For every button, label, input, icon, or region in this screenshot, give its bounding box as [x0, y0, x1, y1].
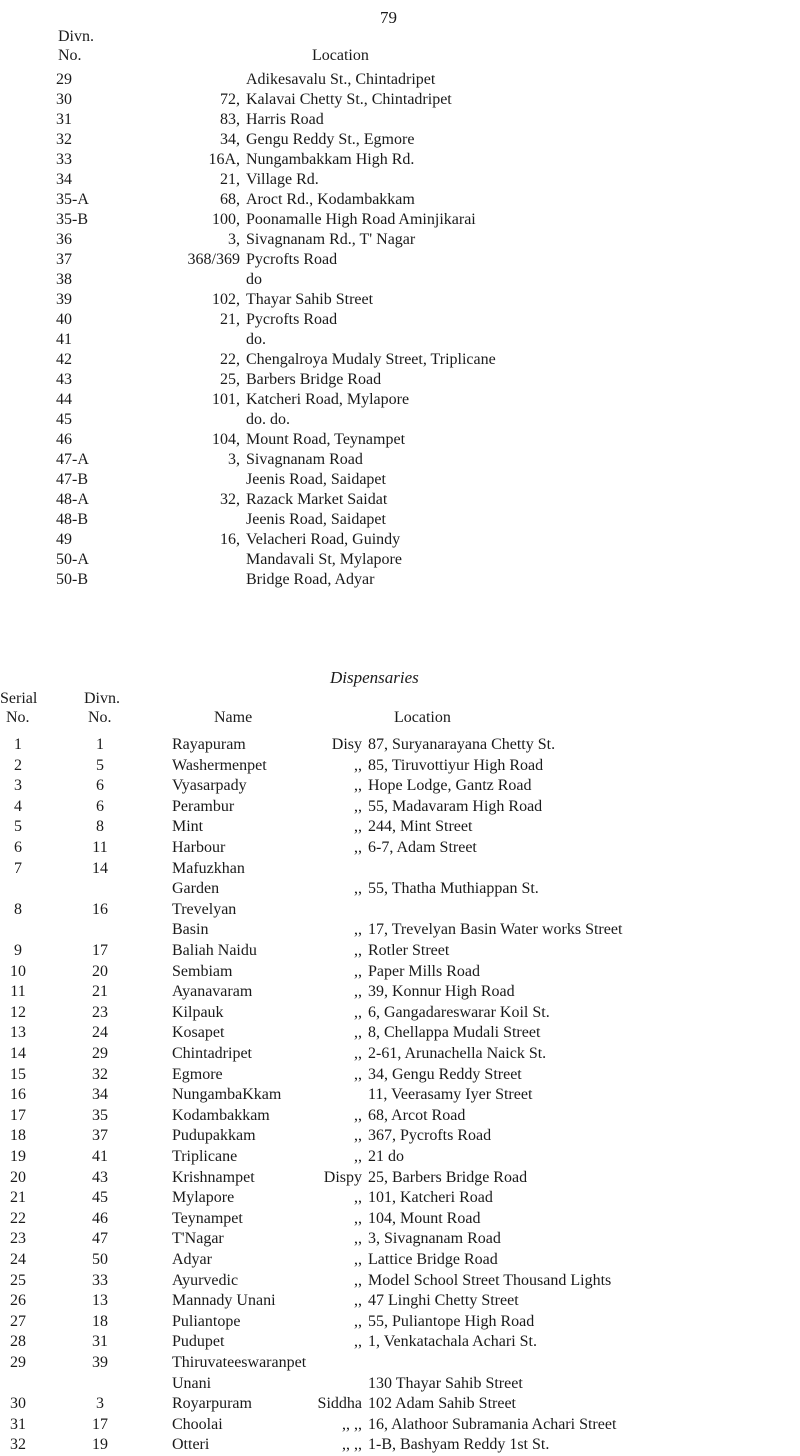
divn-cell: 43: [92, 1168, 108, 1186]
divn-cell: 16: [92, 900, 108, 918]
location-cell: 47 Linghi Chetty Street: [368, 1292, 519, 1310]
divn-cell: 50-B: [56, 571, 88, 588]
divn-cell: 46: [92, 1209, 108, 1227]
location-cell: Mandavali St, Mylapore: [246, 551, 402, 568]
divn-cell: 43: [56, 371, 72, 388]
location-cell: 244, Mint Street: [368, 818, 473, 836]
location-cell: Chengalroya Mudaly Street, Triplicane: [246, 351, 496, 368]
serial-cell: 28: [10, 1333, 26, 1351]
divn-cell: 30: [56, 91, 72, 108]
divn-cell: 19: [92, 1436, 108, 1454]
location-cell: Pycrofts Road: [246, 311, 338, 328]
divn-cell: 45: [56, 411, 72, 428]
type-cell: Dispy: [323, 1168, 362, 1186]
location-cell: 6-7, Adam Street: [368, 839, 477, 856]
type-cell: ,,: [354, 1251, 362, 1268]
location-cell: Rotler Street: [368, 942, 450, 959]
number-cell: 21,: [220, 171, 240, 188]
type-cell: Siddha: [317, 1395, 362, 1413]
type-cell: ,,: [354, 818, 362, 836]
divn-cell: 39: [92, 1354, 108, 1371]
type-cell: ,,: [354, 880, 362, 898]
type-cell: ,,: [354, 1312, 362, 1330]
serial-cell: 2: [14, 756, 22, 774]
type-cell: ,,: [354, 921, 362, 939]
name-cell: Rayapuram: [172, 736, 246, 753]
name-cell: NungambaKkam: [172, 1086, 282, 1104]
number-cell: 83,: [220, 111, 240, 128]
number-cell: 368/369: [187, 251, 240, 268]
location-cell: Barbers Bridge Road: [246, 371, 382, 388]
divn-cell: 48-B: [56, 511, 88, 528]
serial-cell: 20: [10, 1168, 26, 1186]
name-cell: Harbour: [172, 839, 226, 856]
type-cell: ,,: [354, 1065, 362, 1083]
location-cell: 1, Venkatachala Achari St.: [368, 1333, 537, 1351]
name-cell: Mafuzkhan: [172, 859, 245, 877]
name-cell: Triplicane: [172, 1148, 238, 1165]
divn-cell: 46: [56, 431, 72, 448]
number-cell: 25,: [220, 371, 240, 388]
location-cell: Katcheri Road, Mylapore: [246, 391, 410, 408]
number-cell: 100,: [212, 211, 240, 228]
divn-cell: 8: [96, 818, 104, 836]
type-cell: ,,: [354, 1209, 362, 1227]
number-cell: 16A,: [208, 151, 240, 168]
type-cell: ,,: [354, 962, 362, 980]
divn-cell: 5: [96, 756, 104, 774]
divn-cell: 50-A: [56, 551, 89, 568]
location-cell: 34, Gengu Reddy Street: [368, 1065, 522, 1083]
divn-cell: 21: [92, 983, 108, 1001]
location-cell: 17, Trevelyan Basin Water works Street: [368, 921, 623, 939]
name-cell: Puliantope: [172, 1312, 241, 1330]
name-cell: Kilpauk: [172, 1003, 224, 1021]
location-cell: 21 do: [368, 1148, 404, 1165]
location-cell: do.: [246, 331, 266, 348]
type-cell: ,,: [354, 1271, 362, 1289]
serial-cell: 21: [10, 1189, 26, 1207]
location-cell: 1-B, Bashyam Reddy 1st St.: [368, 1436, 550, 1454]
divn-cell: 35-A: [56, 191, 89, 208]
divn-cell: 17: [92, 1415, 108, 1433]
divn-cell: 14: [92, 859, 108, 877]
name-cell: Mylapore: [172, 1189, 235, 1207]
divn-cell: 34: [56, 171, 72, 188]
name-cell: Mint: [172, 818, 204, 836]
location-cell: Razack Market Saidat: [246, 491, 388, 508]
number-cell: 34,: [220, 131, 240, 148]
divn-header-line2: No.: [58, 47, 82, 64]
number-cell: 72,: [220, 91, 240, 108]
serial-cell: 19: [10, 1148, 26, 1165]
name-cell: Otteri: [172, 1436, 210, 1454]
number-cell: 68,: [220, 191, 240, 208]
number-cell: 32,: [220, 491, 240, 508]
name-cell: Mannady Unani: [172, 1292, 276, 1310]
name-cell: Adyar: [172, 1251, 212, 1268]
type-cell: ,,: [354, 1106, 362, 1124]
location-cell: 102 Adam Sahib Street: [368, 1395, 516, 1413]
serial-cell: 32: [10, 1436, 26, 1454]
location-cell: 3, Sivagnanam Road: [368, 1230, 501, 1248]
location-cell: 68, Arcot Road: [368, 1106, 466, 1124]
divn-cell: 17: [92, 942, 108, 959]
number-cell: 16,: [220, 531, 240, 548]
location-cell: 2-61, Arunachella Naick St.: [368, 1045, 547, 1062]
serial-cell: 6: [14, 839, 22, 856]
divn-cell: 44: [56, 391, 72, 408]
type-cell: ,,: [354, 797, 362, 815]
type-cell: ,,: [354, 983, 362, 1001]
location-cell: 25, Barbers Bridge Road: [368, 1168, 528, 1186]
location-cell: Sivagnanam Road: [246, 451, 363, 468]
name-cell: Choolai: [172, 1415, 223, 1433]
name-cell: Ayurvedic: [172, 1271, 239, 1289]
location-header: Location: [312, 47, 369, 64]
location-cell: 130 Thayar Sahib Street: [368, 1374, 523, 1392]
location-cell: Jeenis Road, Saidapet: [246, 471, 386, 488]
serial-header-line2: No.: [6, 709, 30, 726]
name-cell: Egmore: [172, 1065, 223, 1083]
name-cell: Unani: [172, 1374, 212, 1392]
type-cell: ,,: [354, 1045, 362, 1062]
name-cell: Sembiam: [172, 962, 233, 980]
number-cell: 104,: [212, 431, 240, 448]
serial-cell: 27: [10, 1312, 26, 1330]
serial-cell: 15: [10, 1065, 26, 1083]
location-cell: do. do.: [246, 411, 290, 428]
serial-cell: 13: [10, 1024, 26, 1042]
name-cell: Baliah Naidu: [172, 942, 257, 959]
type-cell: ,,: [354, 1148, 362, 1165]
serial-cell: 12: [10, 1003, 26, 1021]
location-cell: Bridge Road, Adyar: [246, 571, 375, 588]
disp-location-header: Location: [394, 709, 451, 726]
type-cell: ,,: [354, 756, 362, 774]
divn-cell: 32: [92, 1065, 108, 1083]
divn-cell: 34: [92, 1086, 108, 1104]
type-cell: ,,: [354, 1189, 362, 1207]
location-cell: Lattice Bridge Road: [368, 1251, 498, 1268]
name-cell: Pudupet: [172, 1333, 225, 1351]
serial-cell: 1: [14, 736, 22, 753]
location-cell: 16, Alathoor Subramania Achari Street: [368, 1415, 617, 1433]
location-cell: Pycrofts Road: [246, 251, 338, 268]
divn-cell: 32: [56, 131, 72, 148]
divn-cell: 11: [92, 839, 108, 856]
location-cell: 367, Pycrofts Road: [368, 1127, 492, 1145]
divn-header-line1: Divn.: [58, 28, 94, 45]
location-cell: Velacheri Road, Guindy: [246, 531, 401, 548]
location-cell: 87, Suryanarayana Chetty St.: [368, 736, 556, 753]
location-cell: Sivagnanam Rd., T' Nagar: [246, 231, 416, 248]
divn-cell: 40: [56, 311, 72, 328]
divn-cell: 41: [56, 331, 72, 348]
divn-cell: 37: [56, 251, 72, 268]
serial-cell: 8: [14, 900, 22, 918]
name-cell: Basin: [172, 921, 209, 939]
serial-cell: 29: [10, 1354, 26, 1371]
location-cell: Kalavai Chetty St., Chintadripet: [246, 91, 452, 108]
location-cell: 85, Tiruvottiyur High Road: [368, 756, 544, 774]
location-cell: Model School Street Thousand Lights: [368, 1271, 612, 1289]
divn-cell: 3: [96, 1395, 104, 1413]
serial-cell: 4: [14, 797, 22, 815]
location-cell: Aroct Rd., Kodambakkam: [246, 191, 415, 208]
name-cell: Krishnampet: [172, 1168, 255, 1186]
location-cell: Adikesavalu St., Chintadripet: [246, 71, 436, 88]
divn-cell: 29: [56, 71, 72, 88]
divn-cell: 23: [92, 1003, 108, 1021]
location-cell: 6, Gangadareswarar Koil St.: [368, 1003, 550, 1021]
name-cell: Washermenpet: [172, 756, 267, 774]
name-cell: Ayanavaram: [172, 983, 253, 1001]
type-cell: ,,: [354, 777, 362, 795]
type-cell: ,, ,,: [342, 1415, 362, 1433]
divn-cell: 24: [92, 1024, 108, 1042]
divn-cell: 13: [92, 1292, 108, 1310]
serial-cell: 25: [10, 1271, 26, 1289]
name-cell: Trevelyan: [172, 900, 237, 918]
name-cell: Teynampet: [172, 1209, 243, 1227]
type-cell: ,,: [354, 1292, 362, 1310]
name-cell: Perambur: [172, 797, 235, 815]
location-cell: Jeenis Road, Saidapet: [246, 511, 386, 528]
name-cell: Thiruvateeswaranpet: [172, 1354, 307, 1371]
type-cell: ,,: [354, 1230, 362, 1248]
type-cell: Disy: [331, 736, 362, 753]
location-cell: Nungambakkam High Rd.: [246, 151, 415, 168]
location-cell: 101, Katcheri Road: [368, 1189, 493, 1207]
serial-cell: 17: [10, 1106, 26, 1124]
page-number: 79: [380, 8, 397, 27]
serial-cell: 31: [10, 1415, 26, 1433]
name-cell: Kodambakkam: [172, 1106, 270, 1124]
number-cell: 3,: [228, 451, 240, 468]
location-cell: Gengu Reddy St., Egmore: [246, 131, 415, 148]
dispensaries-title: Dispensaries: [330, 668, 419, 687]
divn-cell: 39: [56, 291, 72, 308]
location-cell: Hope Lodge, Gantz Road: [368, 777, 532, 795]
disp-divn-header-line2: No.: [88, 709, 112, 726]
type-cell: ,,: [354, 1024, 362, 1042]
divn-cell: 18: [92, 1312, 108, 1330]
serial-cell: 18: [10, 1127, 26, 1145]
divn-cell: 29: [92, 1045, 108, 1062]
divn-cell: 35: [92, 1106, 108, 1124]
location-cell: Poonamalle High Road Aminjikarai: [246, 211, 476, 228]
divn-cell: 38: [56, 271, 72, 288]
serial-cell: 11: [10, 983, 26, 1001]
type-cell: ,,: [354, 1333, 362, 1351]
name-cell: Chintadripet: [172, 1045, 252, 1062]
serial-cell: 23: [10, 1230, 26, 1248]
divn-cell: 33: [56, 151, 72, 168]
divn-cell: 42: [56, 351, 72, 368]
serial-cell: 16: [10, 1086, 26, 1104]
divn-cell: 33: [92, 1271, 108, 1289]
divn-cell: 36: [56, 231, 72, 248]
divn-cell: 45: [92, 1189, 108, 1207]
name-cell: Garden: [172, 880, 220, 898]
name-cell: T'Nagar: [172, 1230, 224, 1248]
number-cell: 21,: [220, 311, 240, 328]
type-cell: ,,: [354, 1127, 362, 1145]
divn-cell: 35-B: [56, 211, 88, 228]
location-cell: Mount Road, Teynampet: [246, 431, 406, 448]
divn-cell: 50: [92, 1251, 108, 1268]
disp-name-header: Name: [214, 709, 253, 726]
serial-cell: 24: [10, 1251, 26, 1268]
type-cell: ,, ,,: [342, 1436, 362, 1454]
serial-cell: 7: [14, 859, 22, 877]
divn-cell: 47: [92, 1230, 108, 1248]
disp-divn-header-line1: Divn.: [84, 690, 120, 707]
divn-cell: 49: [56, 531, 72, 548]
serial-cell: 3: [14, 777, 22, 795]
type-cell: ,,: [354, 839, 362, 856]
location-cell: 55, Madavaram High Road: [368, 797, 543, 815]
serial-header-line1: Serial: [0, 690, 38, 707]
name-cell: Kosapet: [172, 1024, 225, 1042]
divn-cell: 47-A: [56, 451, 89, 468]
serial-cell: 10: [10, 962, 26, 980]
name-cell: Vyasarpady: [172, 777, 247, 795]
location-cell: 55, Puliantope High Road: [368, 1312, 535, 1330]
location-cell: Thayar Sahib Street: [246, 291, 374, 308]
location-cell: Harris Road: [246, 111, 324, 128]
divn-cell: 47-B: [56, 471, 88, 488]
location-cell: 11, Veerasamy Iyer Street: [368, 1086, 533, 1104]
divn-cell: 1: [96, 736, 104, 753]
location-cell: 8, Chellappa Mudali Street: [368, 1024, 541, 1042]
divn-cell: 41: [92, 1148, 108, 1165]
divn-cell: 37: [92, 1127, 108, 1145]
divn-cell: 6: [96, 797, 104, 815]
location-cell: 55, Thatha Muthiappan St.: [368, 880, 539, 898]
serial-cell: 22: [10, 1209, 26, 1227]
location-cell: Village Rd.: [246, 171, 319, 188]
number-cell: 3,: [228, 231, 240, 248]
number-cell: 22,: [220, 351, 240, 368]
location-cell: do: [246, 271, 262, 288]
serial-cell: 5: [14, 818, 22, 836]
serial-cell: 26: [10, 1292, 26, 1310]
divn-cell: 20: [92, 962, 108, 980]
serial-cell: 14: [10, 1045, 26, 1062]
location-cell: 104, Mount Road: [368, 1209, 481, 1227]
divn-cell: 31: [92, 1333, 108, 1351]
serial-cell: 30: [10, 1395, 26, 1413]
type-cell: ,,: [354, 942, 362, 959]
divn-cell: 6: [96, 777, 104, 795]
divn-cell: 48-A: [56, 491, 89, 508]
name-cell: Royarpuram: [172, 1395, 252, 1413]
number-cell: 102,: [212, 291, 240, 308]
serial-cell: 9: [14, 942, 22, 959]
name-cell: Pudupakkam: [172, 1127, 256, 1145]
type-cell: ,,: [354, 1003, 362, 1021]
divn-cell: 31: [56, 111, 72, 128]
number-cell: 101,: [212, 391, 240, 408]
location-cell: Paper Mills Road: [368, 962, 480, 980]
location-cell: 39, Konnur High Road: [368, 983, 515, 1001]
